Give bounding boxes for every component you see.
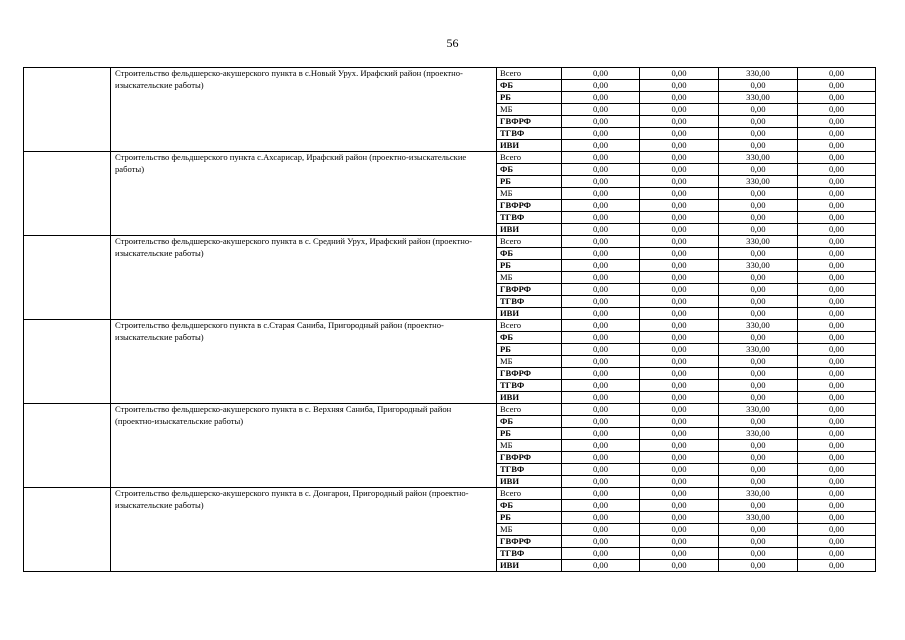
- value-cell: 0,00: [640, 128, 719, 140]
- value-cell: 0,00: [640, 152, 719, 164]
- budget-table: [23, 67, 876, 572]
- funding-source-cell: ГВФРФ: [497, 200, 562, 212]
- value-cell: 0,00: [640, 164, 719, 176]
- value-cell: 0,00: [640, 416, 719, 428]
- funding-source-cell: ТГВФ: [497, 212, 562, 224]
- funding-source-cell: Всего: [497, 236, 562, 248]
- value-cell: 0,00: [798, 164, 876, 176]
- value-cell: 0,00: [719, 560, 798, 572]
- value-cell: 0,00: [798, 500, 876, 512]
- project-name-cell: Строительство фельдшерского пункта с.Ахсарисар, Ирафский район (проектно-изыскательские работы): [111, 152, 497, 236]
- value-cell: 0,00: [798, 140, 876, 152]
- value-cell: 0,00: [798, 200, 876, 212]
- funding-source-cell: МБ: [497, 524, 562, 536]
- value-cell: 0,00: [640, 440, 719, 452]
- value-cell: 0,00: [798, 236, 876, 248]
- value-cell: 0,00: [798, 188, 876, 200]
- value-cell: 0,00: [719, 128, 798, 140]
- value-cell: 0,00: [562, 128, 640, 140]
- value-cell: 0,00: [640, 308, 719, 320]
- row-number-cell: [24, 488, 111, 572]
- value-cell: 0,00: [719, 248, 798, 260]
- funding-source-cell: ФБ: [497, 416, 562, 428]
- row-number-cell: [24, 68, 111, 152]
- value-cell: 0,00: [719, 104, 798, 116]
- table-row: [24, 320, 876, 332]
- value-cell: 0,00: [562, 284, 640, 296]
- value-cell: 0,00: [562, 500, 640, 512]
- table-row: [24, 488, 876, 500]
- funding-source-cell: ГВФРФ: [497, 116, 562, 128]
- value-cell: 0,00: [798, 440, 876, 452]
- value-cell: 0,00: [640, 380, 719, 392]
- value-cell: 0,00: [798, 284, 876, 296]
- value-cell: 0,00: [562, 248, 640, 260]
- funding-source-cell: ФБ: [497, 332, 562, 344]
- value-cell: 0,00: [798, 488, 876, 500]
- funding-source-cell: Всего: [497, 488, 562, 500]
- value-cell: 0,00: [798, 128, 876, 140]
- value-cell: 0,00: [719, 548, 798, 560]
- value-cell: 0,00: [640, 212, 719, 224]
- funding-source-cell: РБ: [497, 344, 562, 356]
- value-cell: 0,00: [798, 356, 876, 368]
- value-cell: 0,00: [562, 224, 640, 236]
- value-cell: 0,00: [562, 260, 640, 272]
- table-row: [24, 152, 876, 164]
- value-cell: 0,00: [640, 188, 719, 200]
- funding-source-cell: РБ: [497, 260, 562, 272]
- value-cell: 0,00: [562, 308, 640, 320]
- value-cell: 0,00: [562, 476, 640, 488]
- value-cell: 0,00: [719, 308, 798, 320]
- value-cell: 0,00: [640, 320, 719, 332]
- value-cell: 0,00: [798, 248, 876, 260]
- value-cell: 0,00: [562, 524, 640, 536]
- value-cell: 0,00: [562, 176, 640, 188]
- value-cell: 0,00: [798, 332, 876, 344]
- value-cell: 0,00: [562, 428, 640, 440]
- funding-source-cell: ИВИ: [497, 308, 562, 320]
- value-cell: 0,00: [562, 320, 640, 332]
- value-cell: 0,00: [798, 68, 876, 80]
- funding-source-cell: Всего: [497, 404, 562, 416]
- value-cell: 0,00: [640, 80, 719, 92]
- value-cell: 0,00: [562, 380, 640, 392]
- value-cell: 0,00: [798, 260, 876, 272]
- value-cell: 330,00: [719, 236, 798, 248]
- value-cell: 0,00: [719, 416, 798, 428]
- value-cell: 0,00: [640, 104, 719, 116]
- value-cell: 0,00: [640, 176, 719, 188]
- value-cell: 0,00: [562, 392, 640, 404]
- value-cell: 0,00: [719, 476, 798, 488]
- value-cell: 0,00: [562, 464, 640, 476]
- value-cell: 0,00: [640, 356, 719, 368]
- value-cell: 0,00: [719, 188, 798, 200]
- value-cell: 0,00: [562, 164, 640, 176]
- value-cell: 0,00: [719, 536, 798, 548]
- value-cell: 0,00: [562, 104, 640, 116]
- funding-source-cell: ГВФРФ: [497, 284, 562, 296]
- value-cell: 0,00: [798, 224, 876, 236]
- value-cell: 0,00: [798, 560, 876, 572]
- project-name-cell: Строительство фельдшерско-акушерского пункта в с. Верхняя Саниба, Пригородный район (проектно-изыскательские работы): [111, 404, 497, 488]
- funding-source-cell: ТГВФ: [497, 380, 562, 392]
- value-cell: 0,00: [562, 272, 640, 284]
- funding-source-cell: ФБ: [497, 164, 562, 176]
- value-cell: 0,00: [562, 512, 640, 524]
- value-cell: 330,00: [719, 176, 798, 188]
- value-cell: 0,00: [640, 224, 719, 236]
- value-cell: 0,00: [562, 236, 640, 248]
- funding-source-cell: РБ: [497, 92, 562, 104]
- value-cell: 0,00: [562, 440, 640, 452]
- page-number: 56: [446, 36, 459, 50]
- funding-source-cell: ИВИ: [497, 392, 562, 404]
- value-cell: 0,00: [719, 200, 798, 212]
- funding-source-cell: ТГВФ: [497, 548, 562, 560]
- value-cell: 0,00: [640, 524, 719, 536]
- funding-source-cell: ТГВФ: [497, 128, 562, 140]
- funding-source-cell: ИВИ: [497, 476, 562, 488]
- value-cell: 0,00: [798, 512, 876, 524]
- value-cell: 0,00: [640, 236, 719, 248]
- row-number-cell: [24, 404, 111, 488]
- value-cell: 0,00: [562, 80, 640, 92]
- value-cell: 0,00: [562, 536, 640, 548]
- value-cell: 0,00: [562, 452, 640, 464]
- value-cell: 0,00: [640, 272, 719, 284]
- value-cell: 0,00: [798, 548, 876, 560]
- value-cell: 0,00: [719, 464, 798, 476]
- value-cell: 0,00: [640, 68, 719, 80]
- value-cell: 0,00: [562, 188, 640, 200]
- project-name-cell: Строительство фельдшерско-акушерского пункта в с.Новый Урух. Ирафский район (проектно-изыскательские работы): [111, 68, 497, 152]
- value-cell: 0,00: [798, 152, 876, 164]
- value-cell: 0,00: [798, 380, 876, 392]
- value-cell: 0,00: [640, 488, 719, 500]
- value-cell: 0,00: [640, 464, 719, 476]
- value-cell: 0,00: [798, 80, 876, 92]
- value-cell: 0,00: [719, 392, 798, 404]
- value-cell: 0,00: [640, 284, 719, 296]
- funding-source-cell: МБ: [497, 104, 562, 116]
- value-cell: 0,00: [719, 140, 798, 152]
- value-cell: 330,00: [719, 260, 798, 272]
- value-cell: 0,00: [562, 560, 640, 572]
- value-cell: 0,00: [798, 344, 876, 356]
- table-row: [24, 404, 876, 416]
- value-cell: 0,00: [562, 212, 640, 224]
- value-cell: 0,00: [719, 224, 798, 236]
- value-cell: 0,00: [562, 404, 640, 416]
- value-cell: 0,00: [798, 524, 876, 536]
- table-row: [24, 236, 876, 248]
- value-cell: 0,00: [719, 356, 798, 368]
- value-cell: 0,00: [798, 536, 876, 548]
- row-number-cell: [24, 320, 111, 404]
- value-cell: 330,00: [719, 344, 798, 356]
- value-cell: 330,00: [719, 488, 798, 500]
- value-cell: 0,00: [719, 284, 798, 296]
- value-cell: 0,00: [562, 92, 640, 104]
- funding-source-cell: ФБ: [497, 80, 562, 92]
- funding-source-cell: РБ: [497, 428, 562, 440]
- value-cell: 0,00: [640, 560, 719, 572]
- value-cell: 0,00: [640, 344, 719, 356]
- funding-source-cell: МБ: [497, 356, 562, 368]
- value-cell: 0,00: [562, 344, 640, 356]
- value-cell: 0,00: [640, 260, 719, 272]
- value-cell: 0,00: [640, 368, 719, 380]
- value-cell: 0,00: [562, 548, 640, 560]
- value-cell: 330,00: [719, 512, 798, 524]
- funding-source-cell: ГВФРФ: [497, 452, 562, 464]
- value-cell: 0,00: [719, 440, 798, 452]
- value-cell: 0,00: [798, 416, 876, 428]
- funding-source-cell: Всего: [497, 320, 562, 332]
- value-cell: 0,00: [719, 368, 798, 380]
- table-row: [24, 68, 876, 80]
- value-cell: 0,00: [719, 272, 798, 284]
- value-cell: 0,00: [798, 452, 876, 464]
- funding-source-cell: МБ: [497, 272, 562, 284]
- row-number-cell: [24, 152, 111, 236]
- value-cell: 0,00: [719, 296, 798, 308]
- funding-source-cell: ТГВФ: [497, 296, 562, 308]
- value-cell: 0,00: [640, 140, 719, 152]
- funding-source-cell: РБ: [497, 512, 562, 524]
- value-cell: 0,00: [798, 476, 876, 488]
- value-cell: 0,00: [640, 476, 719, 488]
- value-cell: 0,00: [798, 104, 876, 116]
- value-cell: 0,00: [798, 404, 876, 416]
- funding-source-cell: ИВИ: [497, 140, 562, 152]
- funding-source-cell: РБ: [497, 176, 562, 188]
- value-cell: 0,00: [719, 164, 798, 176]
- value-cell: 0,00: [640, 296, 719, 308]
- value-cell: 0,00: [798, 212, 876, 224]
- value-cell: 0,00: [719, 80, 798, 92]
- value-cell: 0,00: [798, 116, 876, 128]
- funding-source-cell: ФБ: [497, 500, 562, 512]
- funding-source-cell: ФБ: [497, 248, 562, 260]
- value-cell: 0,00: [562, 368, 640, 380]
- funding-source-cell: ТГВФ: [497, 464, 562, 476]
- value-cell: 0,00: [640, 452, 719, 464]
- value-cell: 330,00: [719, 152, 798, 164]
- value-cell: 330,00: [719, 92, 798, 104]
- value-cell: 0,00: [640, 92, 719, 104]
- value-cell: 0,00: [562, 68, 640, 80]
- value-cell: 0,00: [798, 92, 876, 104]
- value-cell: 0,00: [562, 200, 640, 212]
- value-cell: 0,00: [640, 500, 719, 512]
- value-cell: 0,00: [719, 116, 798, 128]
- value-cell: 0,00: [798, 368, 876, 380]
- value-cell: 0,00: [798, 308, 876, 320]
- value-cell: 0,00: [640, 116, 719, 128]
- value-cell: 0,00: [798, 392, 876, 404]
- value-cell: 0,00: [798, 464, 876, 476]
- value-cell: 0,00: [640, 428, 719, 440]
- project-name-cell: Строительство фельдшерского пункта в с.Старая Саниба, Пригородный район (проектно-изыскательские работы): [111, 320, 497, 404]
- funding-source-cell: Всего: [497, 68, 562, 80]
- value-cell: 0,00: [798, 296, 876, 308]
- value-cell: 0,00: [562, 488, 640, 500]
- value-cell: 0,00: [719, 212, 798, 224]
- value-cell: 0,00: [562, 356, 640, 368]
- value-cell: 0,00: [719, 524, 798, 536]
- funding-source-cell: ИВИ: [497, 560, 562, 572]
- value-cell: 330,00: [719, 404, 798, 416]
- project-name-cell: Строительство фельдшерско-акушерского пункта в с. Донгарон, Пригородный район (проектно-изыскательские работы): [111, 488, 497, 572]
- value-cell: 330,00: [719, 320, 798, 332]
- value-cell: 0,00: [798, 176, 876, 188]
- value-cell: 0,00: [640, 248, 719, 260]
- value-cell: 0,00: [719, 380, 798, 392]
- value-cell: 0,00: [640, 392, 719, 404]
- value-cell: 0,00: [562, 116, 640, 128]
- value-cell: 330,00: [719, 68, 798, 80]
- value-cell: 0,00: [640, 332, 719, 344]
- value-cell: 0,00: [798, 272, 876, 284]
- project-name-cell: Строительство фельдшерско-акушерского пункта в с. Средний Урух, Ирафский район (проектно-изыскательские работы): [111, 236, 497, 320]
- value-cell: 0,00: [798, 428, 876, 440]
- funding-source-cell: Всего: [497, 152, 562, 164]
- value-cell: 0,00: [719, 500, 798, 512]
- funding-source-cell: МБ: [497, 188, 562, 200]
- value-cell: 0,00: [562, 332, 640, 344]
- value-cell: 0,00: [562, 140, 640, 152]
- value-cell: 0,00: [640, 548, 719, 560]
- value-cell: 0,00: [640, 200, 719, 212]
- value-cell: 330,00: [719, 428, 798, 440]
- value-cell: 0,00: [640, 512, 719, 524]
- table-body: [24, 68, 876, 572]
- value-cell: 0,00: [719, 452, 798, 464]
- value-cell: 0,00: [562, 296, 640, 308]
- value-cell: 0,00: [719, 332, 798, 344]
- value-cell: 0,00: [640, 536, 719, 548]
- value-cell: 0,00: [640, 404, 719, 416]
- value-cell: 0,00: [798, 320, 876, 332]
- funding-source-cell: ГВФРФ: [497, 536, 562, 548]
- value-cell: 0,00: [562, 152, 640, 164]
- funding-source-cell: ГВФРФ: [497, 368, 562, 380]
- funding-source-cell: ИВИ: [497, 224, 562, 236]
- funding-source-cell: МБ: [497, 440, 562, 452]
- value-cell: 0,00: [562, 416, 640, 428]
- row-number-cell: [24, 236, 111, 320]
